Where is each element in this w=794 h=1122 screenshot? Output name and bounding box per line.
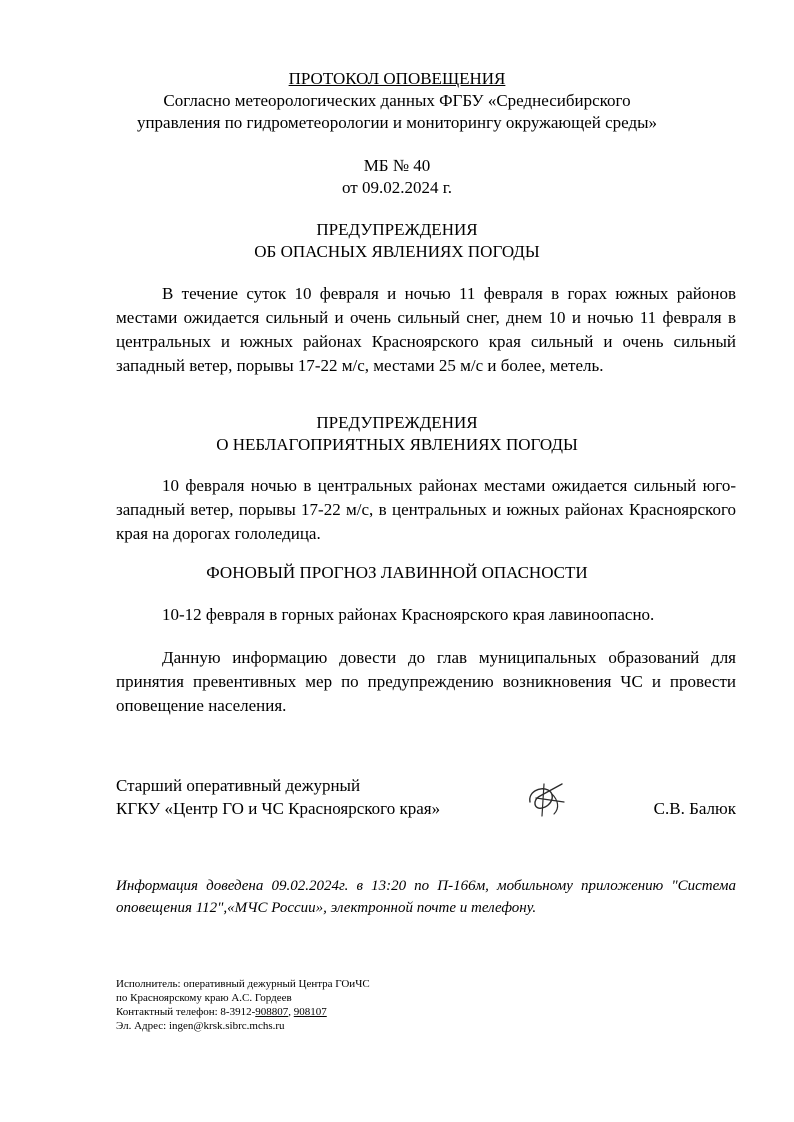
signer-name: С.В. Балюк (653, 799, 736, 818)
source-line-1: Согласно метеорологических данных ФГБУ «Среднесибирского (163, 91, 631, 110)
source-line-2: управления по гидрометеорологии и мониторингу окружающей среды» (136, 113, 658, 132)
section1-heading-1: ПРЕДУПРЕЖДЕНИЯ (316, 220, 478, 239)
phone-link-1[interactable]: 908807 (255, 1006, 289, 1018)
signer-position-1: Старший оперативный дежурный (116, 776, 361, 795)
section1-heading-2: ОБ ОПАСНЫХ ЯВЛЕНИЯХ ПОГОДЫ (254, 242, 540, 261)
instruction-text: Данную информацию довести до глав муниципальных образований для принятия превентивных мер по предупреждению возникновения ЧС и провести оповещение населения. (116, 648, 736, 715)
phone-separator: , (288, 1006, 294, 1018)
handwritten-signature-icon (522, 780, 570, 820)
contact-email: Эл. Адрес: ingen@krsk.sibrc.mchs.ru (116, 1020, 285, 1032)
executor-line-1: Исполнитель: оперативный дежурный Центра ГОиЧС (116, 978, 370, 990)
contact-phone-prefix: Контактный телефон: 8-3912- (116, 1006, 256, 1018)
protocol-title-text: ПРОТОКОЛ ОПОВЕЩЕНИЯ (288, 69, 506, 88)
section3-text: 10-12 февраля в горных районах Красноярского края лавиноопасно. (162, 605, 655, 624)
bulletin-number: МБ № 40 (363, 156, 431, 175)
section2-text: 10 февраля ночью в центральных районах местами ожидается сильный юго-западный ветер, порывы 17-22 м/с, в центральных и южных районах Красноярского края на дорогах гололедица. (116, 476, 736, 543)
protocol-title (0, 68, 794, 90)
contact-phone (116, 1005, 327, 1019)
section2-heading-1: ПРЕДУПРЕЖДЕНИЯ (316, 413, 478, 432)
executor-line-2: по Красноярскому краю А.С. Гордеев (116, 992, 292, 1004)
section3-heading: ФОНОВЫЙ ПРОГНОЗ ЛАВИННОЙ ОПАСНОСТИ (206, 563, 588, 582)
section1-text: В течение суток 10 февраля и ночью 11 февраля в горах южных районов местами ожидается сильный и очень сильный снег, днем 10 и ночью 11 февраля в центральных и южных районах Красноярского края сильный и очень сильный западный ветер, порывы 17-22 м/с, местами 25 м/с и более, метель. (116, 284, 736, 375)
bulletin-date: от 09.02.2024 г. (341, 178, 452, 197)
signer-position-2: КГКУ «Центр ГО и ЧС Красноярского края» (116, 799, 441, 818)
section2-heading-2: О НЕБЛАГОПРИЯТНЫХ ЯВЛЕНИЯХ ПОГОДЫ (216, 435, 578, 454)
delivery-note: Информация доведена 09.02.2024г. в 13:20 по П-166м, мобильному приложению "Система оповещения 112",«МЧС России», электронной почте и телефону. (116, 878, 736, 916)
phone-link-2[interactable]: 908107 (293, 1006, 327, 1018)
